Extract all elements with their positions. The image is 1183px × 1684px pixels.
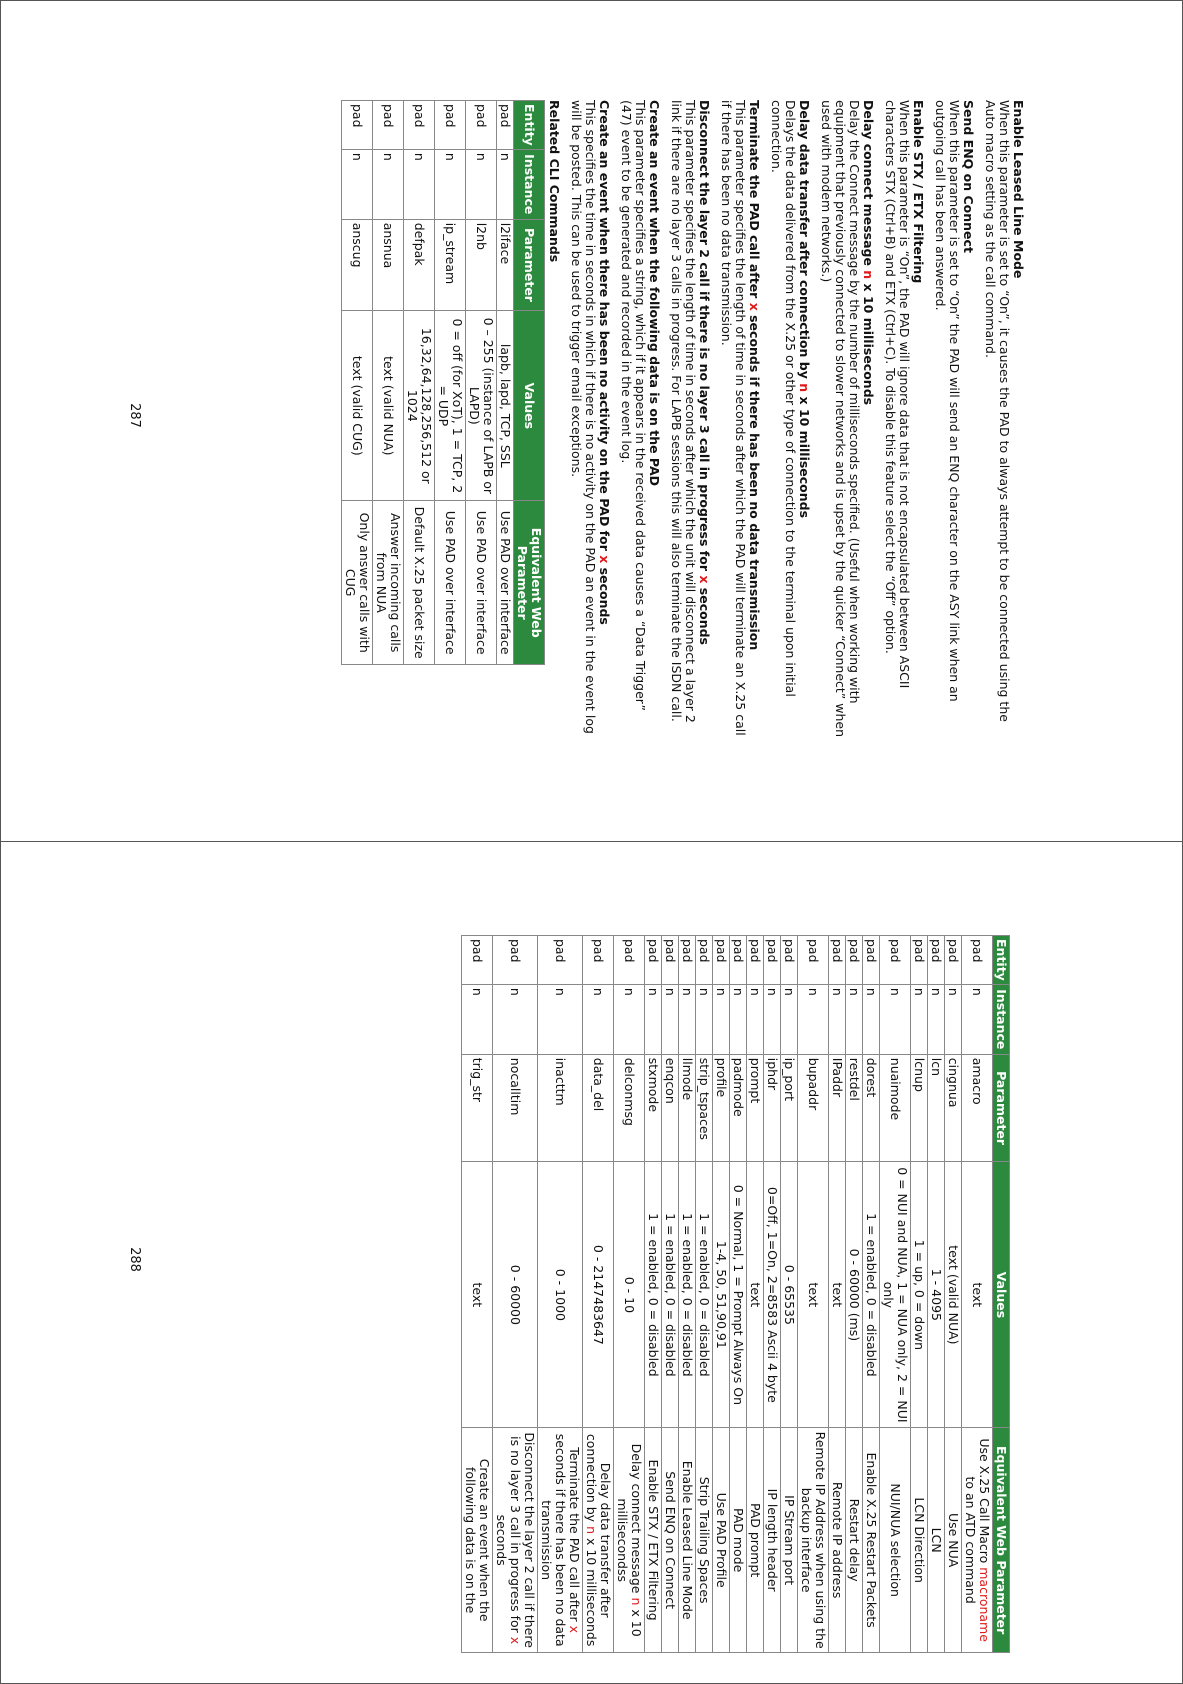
table-cell: Default X.25 packet size <box>404 501 435 665</box>
table-row <box>462 936 493 1653</box>
table-cell: Delay data transfer after connection by n x 10 milliseconds <box>583 1428 614 1653</box>
table-cell: 0 = Normal, 1 = Prompt Always On <box>730 1162 747 1428</box>
table-cell: strip_tspaces <box>696 1054 713 1162</box>
table-row <box>713 936 730 1653</box>
table-cell: restdel <box>846 1054 863 1162</box>
table-cell: lcn <box>928 1054 945 1162</box>
table-cell: PAD mode <box>730 1428 747 1653</box>
table-row <box>493 936 538 1653</box>
table-row <box>863 936 880 1653</box>
table-row <box>846 936 863 1653</box>
table-cell: pad <box>342 101 373 150</box>
table-cell: 0 - 2147483647 <box>583 1162 614 1428</box>
table-cell: pad <box>730 936 747 985</box>
table-row <box>747 936 764 1653</box>
table-cell: 0 = NUI and NUA, 1 = NUA only, 2 = NUI only <box>880 1162 911 1428</box>
table-cell: LCN <box>928 1428 945 1653</box>
table-cell: n <box>911 984 928 1054</box>
page-number-288: 288 <box>126 1247 142 1272</box>
table-cell: n <box>538 984 583 1054</box>
table-cell: pad <box>466 101 497 150</box>
variable-placeholder: x <box>747 302 762 311</box>
section-text: Delay the Connect message by the number of milliseconds specified. (Useful when working with equipment that previously connected to slower networks and is upset by the quicker “Connect” when used with modem networks.) <box>819 100 862 738</box>
table-header-row <box>514 101 545 665</box>
table-cell: n <box>829 984 846 1054</box>
table-cell: n <box>342 149 373 219</box>
table-cell: 0=Off, 1=On, 2=8583 Ascii 4 byte <box>764 1162 781 1428</box>
table-cell: n <box>781 984 798 1054</box>
table-cell: pad <box>798 936 829 985</box>
table-cell: 16,32,64,128,256,512 or 1024 <box>404 311 435 501</box>
section-text: When this parameter is set to “On”, it causes the PAD to always attempt to be connected using the Auto macro setting as the call command. <box>983 100 1012 722</box>
table-cell: n <box>614 984 645 1054</box>
table-cell: pad <box>747 936 764 985</box>
table-cell: stxmode <box>645 1054 662 1162</box>
variable-placeholder: x <box>597 555 612 564</box>
page-288-content <box>140 935 1010 1655</box>
table-cell: 1 = enabled, 0 = disabled <box>662 1162 679 1428</box>
table-cell: n <box>462 984 493 1054</box>
page-287-content <box>145 100 1025 740</box>
table-cell: n <box>747 984 764 1054</box>
variable-placeholder: n <box>861 270 876 280</box>
table-cell: Answer incoming calls from NUA <box>373 501 404 665</box>
table-cell: n <box>583 984 614 1054</box>
table-cell: prompt <box>747 1054 764 1162</box>
table-row <box>911 936 928 1653</box>
section-title: Enable Leased Line Mode <box>1011 100 1026 279</box>
table-cell: 1 = up, 0 = down <box>911 1162 928 1428</box>
table-cell: Strip Trailing Spaces <box>696 1428 713 1653</box>
table-cell: 1-4, 50, 51,90,91 <box>713 1162 730 1428</box>
table-row <box>781 936 798 1653</box>
table-cell: pad <box>645 936 662 985</box>
table-row <box>466 101 497 665</box>
table-cell: PAD prompt <box>747 1428 764 1653</box>
table-cell: cingnua <box>945 1054 962 1162</box>
table-cell: text <box>829 1162 846 1428</box>
table-cell: pad <box>962 936 993 985</box>
page-number-287: 287 <box>126 403 142 428</box>
table-cell: Enable X.25 Restart Packets <box>863 1428 880 1653</box>
section-text: This parameter specifies the length of time in seconds after which the unit will disconnect a layer 2 link if there are no layer 3 calls in progress. For LAPB sessions this will also terminate the ISDN call. <box>669 100 698 723</box>
table-row <box>614 936 645 1653</box>
table-cell: Delay connect message n x 10 millisecondss <box>614 1428 645 1653</box>
table-cell: lapb, lapd, TCP, SSL <box>497 311 514 501</box>
table-cell: dorest <box>863 1054 880 1162</box>
table-cell: pad <box>373 101 404 150</box>
table-cell: IP length header <box>764 1428 781 1653</box>
table-row <box>696 936 713 1653</box>
table-cell: Remote IP Address when using the backup interface <box>798 1428 829 1653</box>
table-cell: Remote IP address <box>829 1428 846 1653</box>
table-cell: pad <box>404 101 435 150</box>
table-cell: n <box>730 984 747 1054</box>
table-cell: 1 = enabled, 0 = disabled <box>863 1162 880 1428</box>
table-cell: data_del <box>583 1054 614 1162</box>
section-title: Create an event when there has been no activity on the PAD for x seconds <box>597 100 612 625</box>
variable-placeholder: macroname <box>977 1567 992 1642</box>
table-cell: nocalltim <box>493 1054 538 1162</box>
table-cell: pad <box>928 936 945 985</box>
section-title: Enable STX / ETX Filtering <box>911 100 926 284</box>
table-cell: n <box>404 149 435 219</box>
table-cell: pad <box>764 936 781 985</box>
table-cell: LCN Direction <box>911 1428 928 1653</box>
table-cell: pad <box>880 936 911 985</box>
table-cell: 1 = enabled, 0 = disabled <box>696 1162 713 1428</box>
table-cell: pad <box>662 936 679 985</box>
column-header: Parameter <box>993 1054 1010 1162</box>
table-cell: pad <box>863 936 880 985</box>
table-cell: n <box>846 984 863 1054</box>
table-cell: text (valid CUG) <box>342 311 373 501</box>
table-cell: text (valid NUA) <box>373 311 404 501</box>
table-cell: l2nb <box>466 219 497 311</box>
table-cell: iphdr <box>764 1054 781 1162</box>
table-row <box>730 936 747 1653</box>
table-cell: Send ENQ on Connect <box>662 1428 679 1653</box>
table-cell: pad <box>538 936 583 985</box>
table-cell: n <box>679 984 696 1054</box>
table-cell: pad <box>679 936 696 985</box>
table-cell: n <box>798 984 829 1054</box>
table-cell: text <box>747 1162 764 1428</box>
table-row <box>404 101 435 665</box>
table-cell: n <box>645 984 662 1054</box>
table-cell: bupaddr <box>798 1054 829 1162</box>
table-cell: amacro <box>962 1054 993 1162</box>
table-cell: llmode <box>679 1054 696 1162</box>
table-row <box>342 101 373 665</box>
section-title: Create an event when the following data is on the PAD <box>647 100 662 486</box>
table-cell: pad <box>614 936 645 985</box>
table-cell: text <box>462 1162 493 1428</box>
table-cell: delconmsg <box>614 1054 645 1162</box>
table-cell: pad <box>696 936 713 985</box>
section-title: Delay connect message n x 10 milliseconds <box>861 100 876 406</box>
table-cell: 0 – 255 (instance of LAPB or LAPD) <box>466 311 497 501</box>
table-cell: n <box>493 984 538 1054</box>
table-cell: defpak <box>404 219 435 311</box>
table-cell: 1 - 4095 <box>928 1162 945 1428</box>
table-cell: 0 - 65535 <box>781 1162 798 1428</box>
table-cell: pad <box>462 936 493 985</box>
table-cell: inacttm <box>538 1054 583 1162</box>
table-cell: Only answer calls with CUG <box>342 501 373 665</box>
table-cell: Enable STX / ETX Filtering <box>645 1428 662 1653</box>
table-cell: 1 = enabled, 0 = disabled <box>645 1162 662 1428</box>
table-cell: ansnua <box>373 219 404 311</box>
table-row <box>645 936 662 1653</box>
variable-placeholder: n <box>629 1597 644 1606</box>
variable-placeholder: x <box>697 575 712 584</box>
table-row <box>798 936 829 1653</box>
table-cell: pad <box>781 936 798 985</box>
table-cell: n <box>696 984 713 1054</box>
table-cell: Use NUA <box>945 1428 962 1653</box>
section-text: When this parameter is “On”, the PAD will ignore data that is not encapsulated between ASCII characters STX (Ctrl+B) and ETX (Ctrl+C). To disable this feature select the “Off” option. <box>883 100 912 689</box>
table-cell: text (valid NUA) <box>945 1162 962 1428</box>
table-cell: 0 - 60000 (ms) <box>846 1162 863 1428</box>
table-cell: NUI/NUA selection <box>880 1428 911 1653</box>
section-title: Delay data transfer after connection by n x 10 milliseconds <box>797 100 812 519</box>
column-header: Instance <box>514 149 545 219</box>
section-text: When this parameter is set to “On” the PAD will send an ENQ character on the ASY link when an outgoing call has been answered. <box>933 100 962 702</box>
table-cell: n <box>945 984 962 1054</box>
variable-placeholder: n <box>584 1526 599 1534</box>
cli-commands-table-287 <box>341 100 545 665</box>
variable-placeholder: x <box>508 1636 523 1645</box>
table-cell: IPaddr <box>829 1054 846 1162</box>
section-title: Disconnect the layer 2 call if there is no layer 3 call in progress for x seconds <box>697 100 712 645</box>
table-row <box>583 936 614 1653</box>
table-cell: Terminate the PAD call after x seconds if there has been no data transmission <box>538 1428 583 1653</box>
table-cell: Restart delay <box>846 1428 863 1653</box>
table-row <box>764 936 781 1653</box>
section-text: Delays the data delivered from the X.25 or other type of connection to the terminal upon initial connection. <box>769 100 798 697</box>
table-cell: lcnup <box>911 1054 928 1162</box>
table-cell: text <box>962 1162 993 1428</box>
table-cell: l2iface <box>497 219 514 311</box>
table-row <box>538 936 583 1653</box>
table-cell: 0 - 10 <box>614 1162 645 1428</box>
variable-placeholder: n <box>797 383 812 393</box>
table-cell: Use PAD over interface <box>466 501 497 665</box>
table-cell: n <box>662 984 679 1054</box>
table-cell: Use PAD over interface <box>435 501 466 665</box>
variable-placeholder: x <box>567 1625 582 1633</box>
table-row <box>928 936 945 1653</box>
table-cell: nuaimode <box>880 1054 911 1162</box>
page-divider <box>0 841 1183 842</box>
cli-commands-table-288 <box>461 935 1010 1653</box>
table-cell: pad <box>497 101 514 150</box>
section-text: This specifies the time in seconds in which if there is no activity on the PAD an event in the event log will be posted. This can be used to trigger email exceptions. <box>569 100 598 734</box>
table-cell: Use PAD over interface <box>497 501 514 665</box>
table-cell: n <box>962 984 993 1054</box>
table-cell: padmode <box>730 1054 747 1162</box>
table-cell: n <box>713 984 730 1054</box>
table-cell: n <box>880 984 911 1054</box>
parameter-descriptions <box>569 100 1025 740</box>
table-row <box>373 101 404 665</box>
table-cell: trig_str <box>462 1054 493 1162</box>
column-header: Entity <box>993 936 1010 985</box>
table-cell: Use PAD Profile <box>713 1428 730 1653</box>
table-cell: Create an event when the following data is on the <box>462 1428 493 1653</box>
table-cell: n <box>928 984 945 1054</box>
column-header: Values <box>514 311 545 501</box>
table-cell: pad <box>583 936 614 985</box>
table-cell: 0 = off (for XoT), 1 = TCP, 2 = UDP <box>435 311 466 501</box>
table-row <box>880 936 911 1653</box>
column-header: Parameter <box>514 219 545 311</box>
table-cell: ip_stream <box>435 219 466 311</box>
table-cell: pad <box>945 936 962 985</box>
table-row <box>962 936 993 1653</box>
table-cell: Use X.25 Call Macro macroname to an ATD command <box>962 1428 993 1653</box>
section-text: This parameter specifies the length of time in seconds after which the PAD will terminate an X.25 call if there has been no data transmission. <box>719 100 748 736</box>
table-cell: pad <box>846 936 863 985</box>
table-cell: profile <box>713 1054 730 1162</box>
table-cell: ip_port <box>781 1054 798 1162</box>
table-cell: Enable Leased Line Mode <box>679 1428 696 1653</box>
table-cell: text <box>798 1162 829 1428</box>
column-header: Instance <box>993 984 1010 1054</box>
table-cell: enqcon <box>662 1054 679 1162</box>
table-cell: n <box>435 149 466 219</box>
table-cell: Disconnect the layer 2 call if there is no layer 3 call in progress for x seconds <box>493 1428 538 1653</box>
table-cell: n <box>764 984 781 1054</box>
column-header: Entity <box>514 101 545 150</box>
table-cell: pad <box>829 936 846 985</box>
section-text: This parameter specifies a string, which if it appears in the received data causes a “Data Trigger” (47) event to be generated and recorded in the event log. <box>619 100 648 711</box>
related-cli-heading: Related CLI Commands <box>547 100 562 263</box>
table-cell: n <box>863 984 880 1054</box>
table-row <box>945 936 962 1653</box>
column-header: Equivalent Web Parameter <box>993 1428 1010 1653</box>
table-cell: 1 = enabled, 0 = disabled <box>679 1162 696 1428</box>
table-cell: pad <box>435 101 466 150</box>
table-cell: pad <box>911 936 928 985</box>
table-cell: 0 - 60000 <box>493 1162 538 1428</box>
table-cell: IP Stream port <box>781 1428 798 1653</box>
table-cell: n <box>466 149 497 219</box>
table-cell: pad <box>493 936 538 985</box>
table-cell: 0 - 1000 <box>538 1162 583 1428</box>
table-header-row <box>993 936 1010 1653</box>
section-title: Send ENQ on Connect <box>961 100 976 253</box>
column-header: Values <box>993 1162 1010 1428</box>
section-title: Terminate the PAD call after x seconds if there has been no data transmission <box>747 100 762 651</box>
table-row <box>497 101 514 665</box>
table-row <box>679 936 696 1653</box>
table-cell: anscug <box>342 219 373 311</box>
table-cell: n <box>497 149 514 219</box>
table-row <box>662 936 679 1653</box>
table-cell: pad <box>713 936 730 985</box>
table-cell: n <box>373 149 404 219</box>
table-row <box>829 936 846 1653</box>
column-header: Equivalent Web Parameter <box>514 501 545 665</box>
table-row <box>435 101 466 665</box>
